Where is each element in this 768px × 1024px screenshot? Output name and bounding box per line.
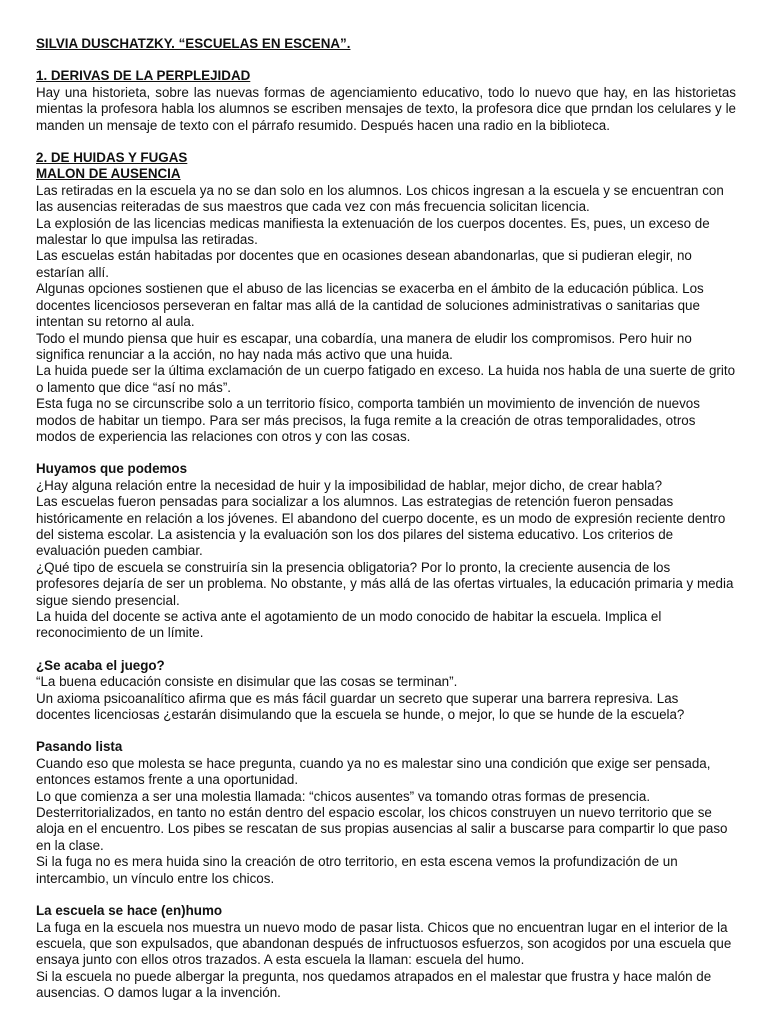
paragraph: La explosión de las licencias medicas manifiesta la extenuación de los cuerpos docentes. Es, pues, un exceso de malestar lo que impulsa las retiradas. — [36, 215, 710, 248]
section-lista — [36, 739, 736, 887]
section-heading-huidas: 2. DE HUIDAS Y FUGAS — [36, 150, 188, 166]
section-juego — [36, 658, 736, 724]
paragraph: Un axioma psicoanalítico afirma que es más fácil guardar un secreto que superar una barrera represiva. Las docentes licenciosas ¿estarán disimulando que la escuela se hunde, o mejor, lo que se hunde de la escuela? — [36, 690, 685, 723]
subheading-humo: La escuela se hace (en)humo — [36, 903, 223, 919]
paragraph: La huida puede ser la última exclamación de un cuerpo fatigado en exceso. La huida nos habla de una suerte de grito o lamento que dice “así no más”. — [36, 363, 736, 395]
section-huyamos — [36, 461, 736, 641]
paragraph: ¿Qué tipo de escuela se construiría sin la presencia obligatoria? Por lo pronto, la creciente ausencia de los profesores dejaría de ser un problema. No obstante, y más allá de las ofertas virtuales, la educación primaria y media sigue siendo presencial. — [36, 559, 734, 608]
subheading-lista: Pasando lista — [36, 739, 123, 755]
paragraph: La fuga en la escuela nos muestra un nuevo modo de pasar lista. Chicos que no encuentran lugar en el interior de la escuela, que son expulsados, que abandonan después de infructuosos esfuerzos, son acogidos por una escuela que ensaya junto con ellos otros trazados. A esta escuela la llaman: escuela del humo. — [36, 919, 732, 968]
paragraph: “La buena educación consiste en disimular que las cosas se terminan”. — [36, 674, 458, 690]
paragraph: Las escuelas están habitadas por docentes que en ocasiones desean abandonarlas, que si pudieran elegir, no estarían allí. — [36, 248, 692, 280]
subheading-malon: MALON DE AUSENCIA — [36, 166, 181, 182]
section-heading-derivas: 1. DERIVAS DE LA PERPLEJIDAD — [36, 68, 251, 84]
subheading-juego: ¿Se acaba el juego? — [36, 657, 165, 673]
paragraph: Si la fuga no es mera huida sino la creación de otro territorio, en esta escena vemos la profundización de un intercambio, un vínculo entre los chicos. — [36, 854, 678, 886]
paragraph: Lo que comienza a ser una molestia llamada: “chicos ausentes” va tomando otras formas de presencia. Desterritorializados, en tanto no están dentro del espacio escolar, los chicos construyen un nuevo territorio que se aloja en el encuentro. Los pibes se rescatan de sus propias ausencias al salir a buscarse para compartir lo que paso en la clase. — [36, 788, 728, 853]
paragraph: Si la escuela no puede albergar la pregunta, nos quedamos atrapados en el malestar que frustra y hace malón de ausencias. O damos lugar a la invención. — [36, 968, 712, 1001]
paragraph: ¿Hay alguna relación entre la necesidad de huir y la imposibilidad de hablar, mejor dicho, de crear habla? — [36, 477, 663, 493]
paragraph: Las escuelas fueron pensadas para socializar a los alumnos. Las estrategias de retención fueron pensadas históricamente en relación a los jóvenes. El abandono del cuerpo docente, es un modo de expresión reciente dentro del sistema escolar. La asistencia y la evaluación son los dos pilares del sistema educativo. Los criterios de evaluación pueden cambiar. — [36, 494, 726, 559]
paragraph: Cuando eso que molesta se hace pregunta, cuando ya no es malestar sino una condición que exige ser pensada, entonces estamos frente a una oportunidad. — [36, 755, 711, 788]
paragraph: Esta fuga no se circunscribe solo a un territorio físico, comporta también un movimiento de invención de nuevos modos de habitar un tiempo. Para ser más precisos, la fuga remite a la creación de otras temporalidades, otros modos de experiencia las relaciones con otros y con las cosas. — [36, 396, 700, 444]
document-title: SILVIA DUSCHATZKY. “ESCUELAS EN ESCENA”. — [36, 36, 351, 51]
paragraph: La huida del docente se activa ante el agotamiento de un modo conocido de habitar la escuela. Implica el reconocimiento de un límite. — [36, 609, 662, 641]
paragraph: Hay una historieta, sobre las nuevas formas de agenciamiento educativo, todo lo nuevo que hay, en las historietas mientas la profesora habla los alumnos se escriben mensajes de texto, la profesora dice que prndan los celulares y le manden un mensaje de texto con el párrafo resumido. Después hacen una radio en la biblioteca. — [36, 84, 736, 133]
section-huidas — [36, 150, 736, 445]
paragraph: Algunas opciones sostienen que el abuso de las licencias se exacerba en el ámbito de la educación pública. Los docentes licenciosos perseveran en faltar mas allá de la cantidad de soluciones administrativas o sanitarias que intentan su retorno al aula. — [36, 281, 704, 330]
paragraph: Todo el mundo piensa que huir es escapar, una cobardía, una manera de eludir los compromisos. Pero huir no significa renunciar a la acción, no hay nada más activo que una huida. — [36, 330, 692, 362]
section-humo — [36, 903, 736, 1001]
subheading-huyamos: Huyamos que podemos — [36, 461, 188, 477]
document-page — [36, 36, 736, 1002]
paragraph: Las retiradas en la escuela ya no se dan solo en los alumnos. Los chicos ingresan a la escuela y se encuentran con las ausencias reiteradas de sus maestros que cada vez con más frecuencia solicitan licencia. — [36, 182, 724, 215]
section-derivas — [36, 68, 736, 134]
